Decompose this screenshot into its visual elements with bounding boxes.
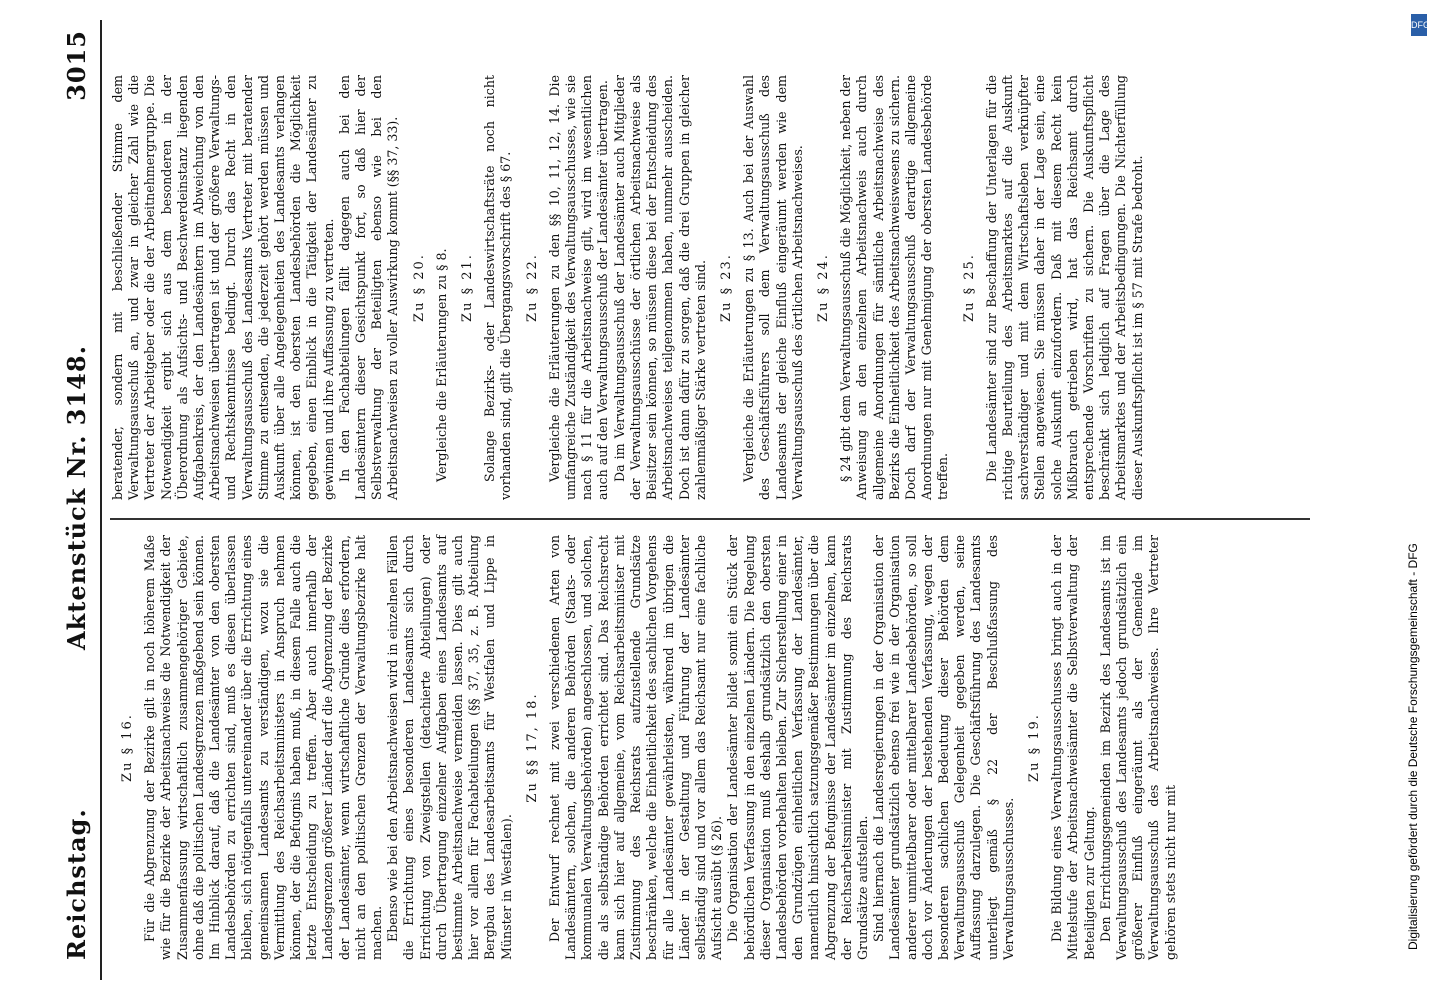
section-heading: Zu § 21. <box>460 253 476 322</box>
section-heading: Zu § 23. <box>718 253 734 322</box>
digitization-strip <box>1408 8 1434 998</box>
paragraph: Sind hiernach die Landesregierungen in der Organisation der Landesämter grundsätzlich ebenso frei wie in der Organisation anderer unmittelbarer oder mittelbarer Landesbehörden, so soll doch vor Änderungen der bestehenden Verfassung, wegen der besonderen sachlichen Bedeutung dieser Behörden dem Verwaltungsausschuß Gelegenheit gegeben werden, seine Auffassung darzulegen. Die Geschäftsführung des Landesamts unterliegt gemäß § 22 der Beschlußfassung des Verwaltungsausschusses. <box>871 535 1016 960</box>
paragraph: Für die Abgrenzung der Bezirke gilt in noch höherem Maße wie für die Bezirke der Arbeitsnachweise die Notwendigkeit der Zusammenfassung wirtschaftlich zusammengehöriger Gebiete, ohne daß die politischen Landesgrenzen maßgebend sein können. Im Hinblick darauf, daß die Landesämter von den obersten Landesbehörden zu errichten sind, muß es diesen überlassen bleiben, sich nötigenfalls untereinander über die Errichtung eines gemeinsamen Landesamts zu verständigen, wozu sie die Vermittlung des Reichsarbeitsministers in Anspruch nehmen können, der die Befugnis haben muß, in diesem Falle auch die letzte Entscheidung zu treffen. Aber auch innerhalb der Landesgrenzen größerer Länder darf die Abgrenzung der Bezirke der Landesämter, wenn wirtschaftliche Gründe dies erfordern, nicht an den politischen Grenzen der Verwaltungsbezirke halt machen. <box>142 535 385 960</box>
section-heading: Zu § 20. <box>411 253 427 322</box>
header-rule <box>100 20 102 980</box>
left-column <box>110 535 1179 960</box>
paragraph: Vergleiche die Erläuterungen zu § 8. <box>433 248 449 482</box>
paragraph: Den Errichtungsgemeinden im Bezirk des Landesamts ist im Verwaltungsausschuß des Landesamts jedoch grundsätzlich ein größerer Einfluß eingeräumt als der Gemeinde im Verwaltungsausschuß des Arbeitsnachweises. Ihre Vertreter gehören stets nicht nur mit <box>1097 535 1178 960</box>
section-heading: Zu § 16. <box>120 713 135 782</box>
section-heading: Zu § 24. <box>815 253 831 322</box>
running-title: Reichstag. <box>62 808 91 960</box>
page-number: 3015 <box>62 30 91 101</box>
column-divider <box>110 519 1310 521</box>
paragraph: Solange Bezirks- oder Landeswirtschaftsräte noch nicht vorhanden sind, gilt die Übergangsvorschrift des § 67. <box>482 75 514 500</box>
section-heading: Zu § 25. <box>961 253 977 322</box>
paragraph: Die Organisation der Landesämter bildet somit ein Stück der behördlichen Verfassung in den einzelnen Ländern. Die Regelung dieser Organisation muß deshalb grundsätzlich den obersten Landesbehörden vorbehalten bleiben. Zur Sicherstellung einer in den Grundzügen einheitlichen Verfassung der Landesämter, namentlich hinsichtlich satzungsgemäßer Bestimmungen über die Abgrenzung der Befugnisse der Landesämter im einzelnen, kann der Reichsarbeitsminister mit Zustimmung des Reichsrats Grundsätze aufstellen. <box>725 535 870 960</box>
paragraph: In den Fachabteilungen fällt dagegen auch bei den Landesämtern dieser Gesichtspunkt fort, so daß hier der Selbstverwaltung der Beteiligten ebenso wie bei den Arbeitsnachweisen zu voller Auswirkung kommt (§§ 37, 33). <box>336 75 401 500</box>
right-column <box>110 75 1146 500</box>
section-heading: Zu §§ 17, 18. <box>524 692 540 803</box>
section-heading: Zu § 19. <box>1026 713 1042 782</box>
paragraph: Die Landesämter sind zur Beschaffung der Unterlagen für die richtige Beurteilung des Arbeitsmarktes auf die Auskunft sachverständiger und mit dem Wirtschaftsleben verknüpfter Stellen angewiesen. Sie müssen daher in der Lage sein, eine solche Auskunft einzufordern. Daß mit diesem Recht kein Mißbrauch getrieben wird, hat das Reichsamt durch entsprechende Vorschriften zu sichern. Die Auskunftspflicht beschränkt sich lediglich auf Fragen über die Lage des Arbeitsmarktes und der Arbeitsbedingungen. Die Nichterfüllung dieser Auskunftspflicht ist im § 57 mit Strafe bedroht. <box>983 75 1145 500</box>
page-header <box>60 10 105 990</box>
paragraph: § 24 gibt dem Verwaltungsausschuß die Möglichkeit, neben der Anweisung an den einzelnen Arbeitsnachweis auch durch allgemeine Anordnungen für sämtliche Arbeitsnachweise des Bezirks die Einheitlichkeit des Arbeitsnachweiswesens zu sichern. Doch darf der Verwaltungsausschuß derartige allgemeine Anordnungen nur mit Genehmigung der obersten Landesbehörde treffen. <box>838 75 951 500</box>
digitization-note: Digitalisierung gefördert durch die Deutsche Forschungsgemeinschaft - DFG <box>1406 543 1420 950</box>
section-heading: Zu § 22. <box>524 253 540 322</box>
document-number: Aktenstück Nr. 3148. <box>62 345 91 650</box>
paragraph: Die Bildung eines Verwaltungsausschusses bringt auch in der Mittelstufe der Arbeitsnachweisämter die Selbstverwaltung der Beteiligten zur Geltung. <box>1049 535 1097 960</box>
paragraph: Da im Verwaltungsausschuß der Landesämter auch Mitglieder der Verwaltungsausschüsse der örtlichen Arbeitsnachweise als Beisitzer sein können, so müssen diese bei der Entscheidung des Arbeitsnachweises teilgenommen haben, nunmehr ausscheiden. Doch ist dann dafür zu sorgen, daß die drei Gruppen in gleicher zahlenmäßiger Stärke vertreten sind. <box>611 75 708 500</box>
paragraph: Vergleiche die Erläuterungen zu § 13. Auch bei der Auswahl des Geschäftsführers soll dem Verwaltungsausschuß des Landesamts der gleiche Einfluß eingeräumt werden wie dem Verwaltungsausschuß des örtlichen Arbeitsnachweises. <box>741 75 805 500</box>
paragraph: beratender, sondern mit beschließender Stimme dem Verwaltungsausschuß an, und zwar in gleicher Zahl wie die Vertreter der Arbeitgeber oder die der Arbeitnehmergruppe. Die Notwendigkeit ergibt sich aus dem besonderen in der Überordnung als Aufsichts- und Beschwerdeinstanz liegenden Aufgabenkreis, der den Landesämtern im Abweichung von den Arbeitsnachweisen übertragen ist und der größere Verwaltungs- und Rechtskenntnisse bedingt. Durch das Recht in den Verwaltungsausschuß des Landesamts Vertreter mit beratender Stimme zu entsenden, die jederzeit gehört werden müssen und Auskunft über alle Angelegenheiten des Landesamts verlangen können, ist den obersten Landesbehörden die Möglichkeit gegeben, einen Einblick in die Tätigkeit der Landesämter zu gewinnen und ihre Auffassung zu vertreten. <box>110 75 336 500</box>
dfg-logo-icon: DFG <box>1411 14 1427 36</box>
paragraph: Ebenso wie bei den Arbeitsnachweisen wird in einzelnen Fällen die Errichtung eines besonderen Landesamts sich durch Errichtung von Zweigstellen (detachierte Abteilungen) oder durch Übertragung einzelner Aufgaben eines Landesamts auf bestimmte Arbeitsnachweise vermeiden lassen. Dies gilt auch hier vor allem für Fachabteilungen (§§ 37, 35, z. B. Abteilung Bergbau des Landesarbeitsamts für Westfalen und Lippe in Münster in Westfalen). <box>385 535 514 960</box>
paragraph: Der Entwurf rechnet mit zwei verschiedenen Arten von Landesämtern, solchen, die anderen Behörden (Staats- oder kommunalen Verwaltungsbehörden) angeschlossen, und solchen, die als selbständige Behörden errichtet sind. Das Reichsrecht kann sich hier auf allgemeine, vom Reichsarbeitsminister mit Zustimmung des Reichsrats aufzustellende Grundsätze beschränken, welche die Einheitlichkeit des sachlichen Vorgehens für alle Landesämter gewährleisten, während im übrigen die Länder in der Gestaltung und Führung der Landesämter selbständig sind und vor allem das Reichsamt nur eine fachliche Aufsicht ausübt (§ 26). <box>547 535 725 960</box>
paragraph: Vergleiche die Erläuterungen zu den §§ 10, 11, 12, 14. Die umfangreiche Zuständigkeit des Verwaltungsausschusses, wie sie nach § 11 für die Arbeitsnachweise gilt, wird im wesentlichen auch auf den Verwaltungsausschuß der Landesämter übertragen. <box>546 75 611 500</box>
